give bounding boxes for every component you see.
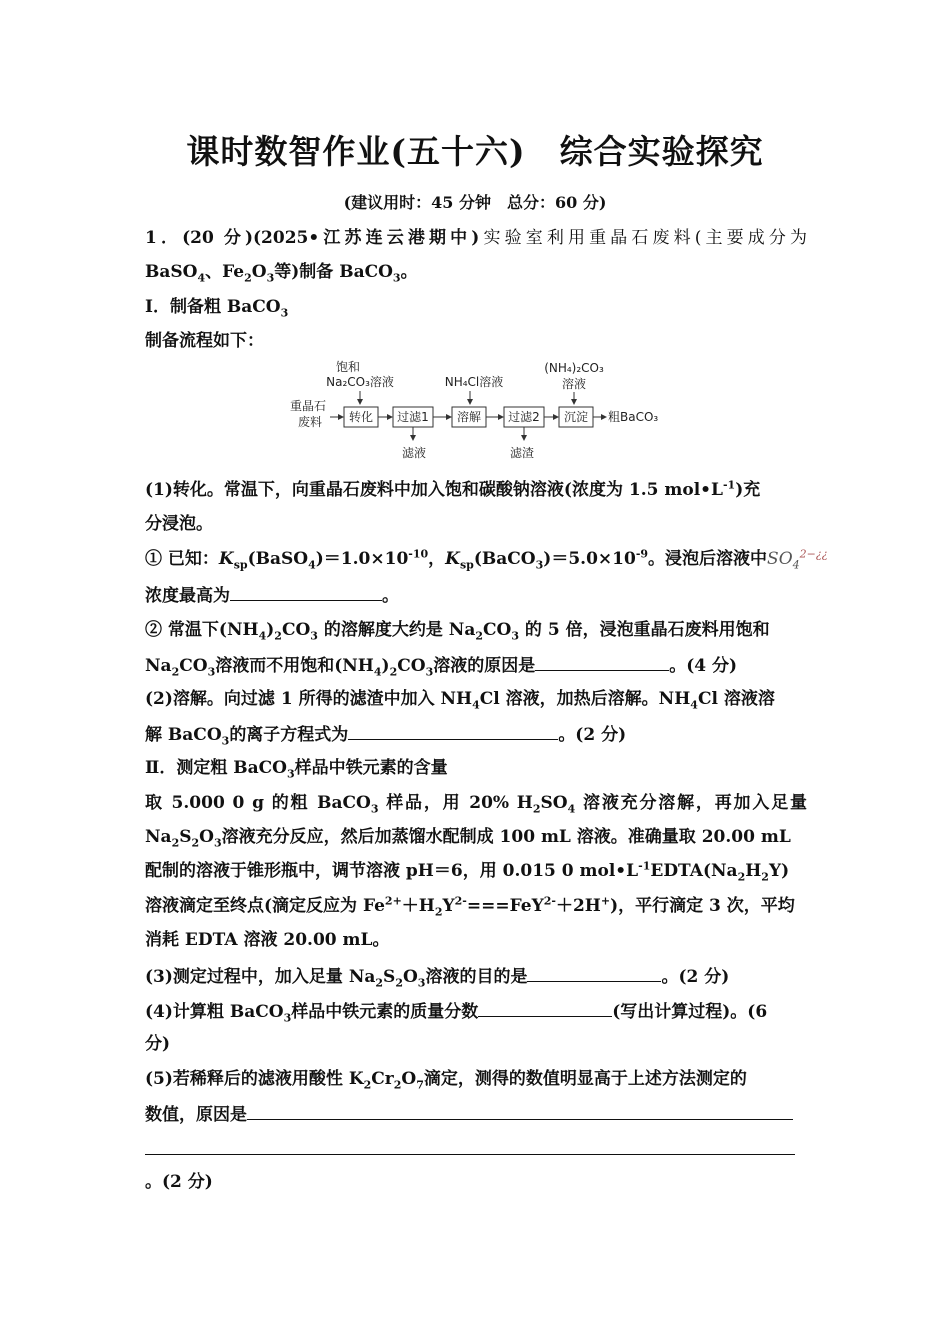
step-label-1: 转化	[348, 410, 374, 424]
procedure-line-5: 消耗 EDTA 溶液 20.00 mL。	[145, 930, 390, 950]
question-intro-line-2: BaSO$_4$、$Fe_2O_3$等)制备 BaCO$_3$。	[145, 262, 418, 285]
step-label-4: 过滤2	[508, 410, 540, 424]
answer-blank-5a[interactable]	[247, 1101, 793, 1120]
feed-line-1: 重晶石	[289, 399, 327, 413]
q1-sub-b-line-2: $Na_2CO_3$溶液而不用饱和$(NH_4)_2CO_3$溶液的原因是 。(4 分)	[145, 652, 807, 678]
q1-sub-a-line-1: ① 已知：$K_{sp}(BaSO_4)=1.0\times 10^{-10}$，$K_{sp}(BaCO_3)=5.0\times 10^{-9}$。浸泡后溶液中$SO_4^{2-¿¿}$	[145, 547, 828, 572]
q2-line-2: 解 BaCO$_3$的离子方程式为 。(2 分)	[145, 721, 807, 747]
q5-line-blank	[145, 1136, 807, 1162]
q1-sub-b-line-1: ② 常温下$(NH_4)_2CO_3$ 的溶解度大约是 $Na_2CO_3$ 的 5 倍，浸泡重晶石废料用饱和	[145, 620, 770, 643]
process-flow-diagram	[286, 358, 666, 463]
reagent-2: NH₄Cl溶液	[444, 375, 504, 389]
procedure-line-4: 溶液滴定至终点(滴定反应为 $Fe^{2+}+H_2Y^{2-}===FeY^{2-}+2H^+$)，平行滴定 3 次，平均	[145, 894, 795, 919]
procedure-line-3: 配制的溶液于锥形瓶中，调节溶液 pH＝6，用 0.015 0 $mol•L^{-1}EDTA(Na_2H_2Y)$	[145, 859, 790, 884]
step-label-5: 沉淀	[563, 410, 589, 424]
step-label-2: 过滤1	[397, 410, 429, 424]
section-1-title: Ⅰ．制备粗 BaCO$_3$	[145, 297, 289, 320]
reagent-3-line-2: 溶液	[561, 377, 587, 391]
waste-1-label: 滤液	[401, 446, 427, 460]
q1-line-1: (1)转化。常温下，向重晶石废料中加入饱和碳酸钠溶液(浓度为 1.5 $mol•L^{-1}$)充	[145, 478, 761, 500]
answer-blank-1a[interactable]	[230, 582, 382, 601]
answer-blank-1b[interactable]	[535, 652, 669, 671]
product-label: 粗BaCO₃	[608, 410, 659, 424]
q2-line-1: (2)溶解。向过滤 1 所得的滤渣中加入 $NH_4Cl$ 溶液，加热后溶解。$NH_4Cl$ 溶液溶	[145, 689, 775, 712]
q4-line-1: (4)计算粗 BaCO$_3$样品中铁元素的质量分数 (写出计算过程)。(6	[145, 998, 807, 1024]
procedure-line-2: $Na_2S_2O_3$溶液充分反应，然后加蒸馏水配制成 100 mL 溶液。准确量取 20.00 mL	[145, 827, 791, 850]
question-intro-line-1: 1．(20 分)(2025•江苏连云港期中)实验室利用重晶石废料(主要成分为	[145, 228, 807, 248]
q3-line: (3)测定过程中，加入足量 $Na_2S_2O_3$溶液的目的是 。(2 分)	[145, 963, 807, 989]
q5-line-1: (5)若稀释后的滤液用酸性 $K_2Cr_2O_7$滴定，测得的数值明显高于上述方法测定的	[145, 1069, 747, 1092]
feed-line-2: 废料	[297, 415, 323, 429]
title-main: 课时数智作业(五十六)	[186, 132, 526, 171]
reagent-1-line-1: 饱和	[335, 360, 361, 374]
answer-blank-5b[interactable]	[145, 1136, 795, 1155]
page-subtitle: (建议用时：45 分钟 总分：60 分)	[343, 193, 607, 212]
procedure-line-1: 取 5.000 0 g 的粗 BaCO$_3$ 样品，用 20% $H_2SO_4$ 溶液充分溶解，再加入足量	[145, 793, 807, 815]
q4-line-2: 分)	[145, 1034, 171, 1054]
page-title	[0, 126, 950, 173]
q5-line-2: 数值，原因是	[145, 1101, 807, 1127]
flow-label: 制备流程如下：	[145, 331, 264, 351]
section-2-title: Ⅱ．测定粗 BaCO$_3$样品中铁元素的含量	[145, 758, 448, 781]
q5-line-3: 。(2 分)	[145, 1172, 213, 1192]
title-topic: 综合实验探究	[559, 132, 764, 171]
reagent-1-line-2: Na₂CO₃溶液	[326, 375, 394, 389]
q1-sub-a-line-2: 浓度最高为 。	[145, 582, 807, 608]
answer-blank-2[interactable]	[348, 721, 558, 740]
step-label-3: 溶解	[456, 410, 482, 424]
reagent-3-line-1: (NH₄)₂CO₃	[544, 361, 604, 375]
waste-2-label: 滤渣	[509, 446, 535, 460]
answer-blank-3[interactable]	[527, 963, 661, 982]
q1-line-2: 分浸泡。	[145, 514, 213, 534]
answer-blank-4[interactable]	[478, 998, 612, 1017]
